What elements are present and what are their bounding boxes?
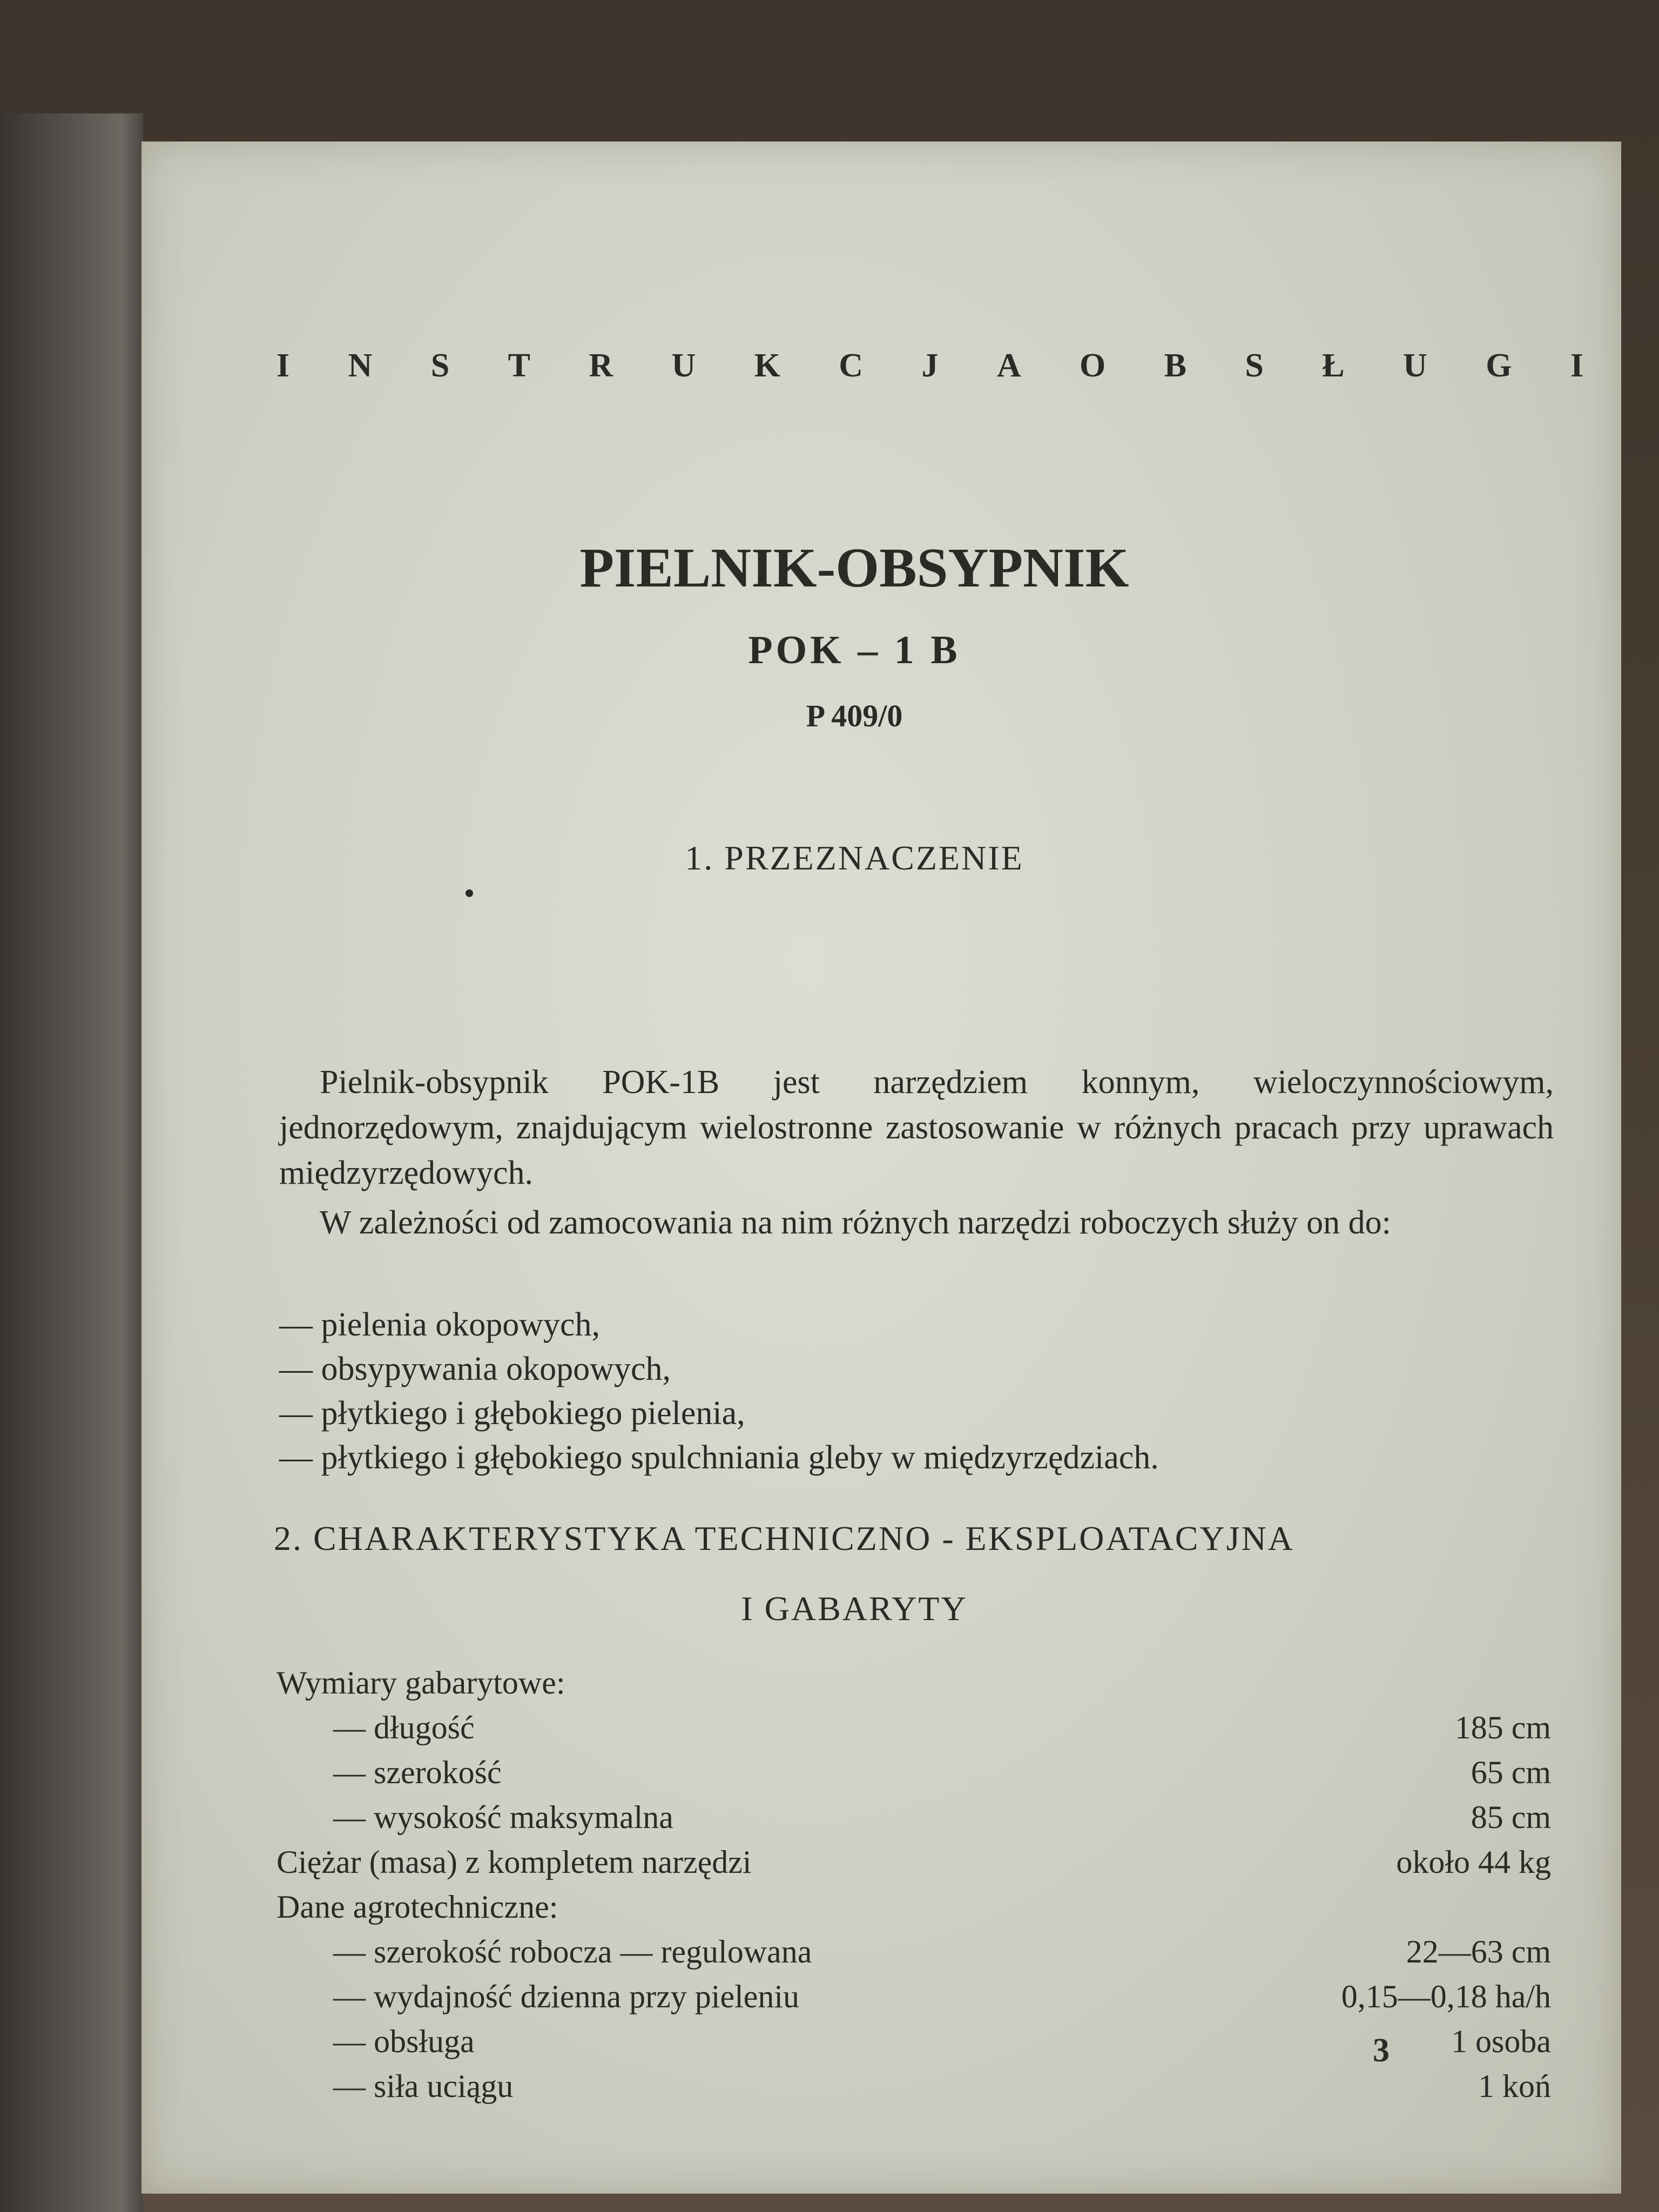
section-heading: 1. PRZEZNACZENIE xyxy=(685,839,1024,877)
spec-row xyxy=(276,1844,1551,1889)
list-item: — płytkiego i głębokiego pielenia, xyxy=(279,1395,745,1432)
booklet-binding xyxy=(0,113,143,2212)
spec-value: 1 koń xyxy=(1478,2068,1551,2104)
spec-row xyxy=(276,1754,1551,1799)
spec-row xyxy=(276,1664,1551,1709)
specifications-table xyxy=(276,1664,1551,2113)
running-letter: Ł xyxy=(1322,347,1345,384)
model-code: P 409/0 xyxy=(806,698,903,733)
spec-row xyxy=(276,1933,1551,1978)
running-letter: J xyxy=(921,347,939,384)
running-letter: A xyxy=(996,347,1021,384)
spec-value: 0,15—0,18 ha/h xyxy=(1341,1979,1551,2014)
spec-value: 185 cm xyxy=(1454,1710,1551,1745)
spec-label: — szerokość robocza — regulowana xyxy=(333,1934,812,1970)
list-item: — płytkiego i głębokiego spulchniania gleby w międzyrzędziach. xyxy=(279,1439,1159,1476)
spec-label: — wysokość maksymalna xyxy=(333,1799,673,1835)
running-letter: S xyxy=(430,347,450,384)
running-letter: I xyxy=(1570,347,1583,384)
model-name: POK – 1 B xyxy=(748,628,961,672)
spec-row xyxy=(276,1799,1551,1844)
booklet-page xyxy=(141,141,1621,2194)
spec-label: Wymiary gabarytowe: xyxy=(276,1665,565,1701)
running-head xyxy=(276,347,1583,385)
spec-value: około 44 kg xyxy=(1396,1844,1551,1880)
paragraph: W zależności od zamocowania na nim różnych narzędzi roboczych służy on do: xyxy=(320,1204,1391,1241)
running-letter: S xyxy=(1245,347,1264,384)
running-letter: R xyxy=(589,347,613,384)
spec-row xyxy=(276,2068,1551,2113)
paragraph: Pielnik-obsypnik POK-1B jest narzędziem konnym, wieloczynnościowym, jednorzędowym, znajdującym wielostronne zastosowanie w różnych pracach przy uprawach międzyrzędowych. xyxy=(279,1064,1554,1191)
list-item: — obsypywania okopowych, xyxy=(279,1351,671,1387)
spec-row xyxy=(276,1889,1551,1933)
spec-label: — obsługa xyxy=(333,2024,475,2059)
running-letter: K xyxy=(754,347,780,384)
spec-row xyxy=(276,1978,1551,2023)
spec-label: — długość xyxy=(333,1710,475,1745)
spec-label: Dane agrotechniczne: xyxy=(276,1889,558,1925)
uses-list xyxy=(279,1303,1159,1480)
spec-value: 1 osoba xyxy=(1451,2024,1551,2059)
running-letter: U xyxy=(671,347,696,384)
spec-label: Ciężar (masa) z kompletem narzędzi xyxy=(276,1844,752,1880)
running-letter: N xyxy=(348,347,373,384)
spec-value: 22—63 cm xyxy=(1406,1934,1551,1970)
running-letter: T xyxy=(508,347,530,384)
spec-row xyxy=(276,1709,1551,1754)
running-letter: B xyxy=(1164,347,1187,384)
section-heading: 2. CHARAKTERYSTYKA TECHNICZNO - EKSPLOATACYJNA xyxy=(274,1519,1294,1557)
spec-label: — szerokość xyxy=(333,1755,502,1790)
spec-row xyxy=(276,2023,1551,2068)
spec-value: 65 cm xyxy=(1471,1755,1551,1790)
section-heading-continued: I GABARYTY xyxy=(741,1589,968,1628)
list-item: — pielenia okopowych, xyxy=(279,1306,601,1343)
document-title: PIELNIK-OBSYPNIK xyxy=(579,537,1129,599)
running-letter: C xyxy=(839,347,864,384)
spec-value: 85 cm xyxy=(1471,1799,1551,1835)
running-letter: I xyxy=(276,347,290,384)
spec-label: — wydajność dzienna przy pieleniu xyxy=(333,1979,800,2014)
ink-speck xyxy=(466,889,473,897)
spec-label: — siła uciągu xyxy=(333,2068,514,2104)
running-letter: U xyxy=(1403,347,1427,384)
running-letter: O xyxy=(1080,347,1106,384)
running-letter: G xyxy=(1486,347,1512,384)
page-number: 3 xyxy=(1373,2032,1390,2069)
